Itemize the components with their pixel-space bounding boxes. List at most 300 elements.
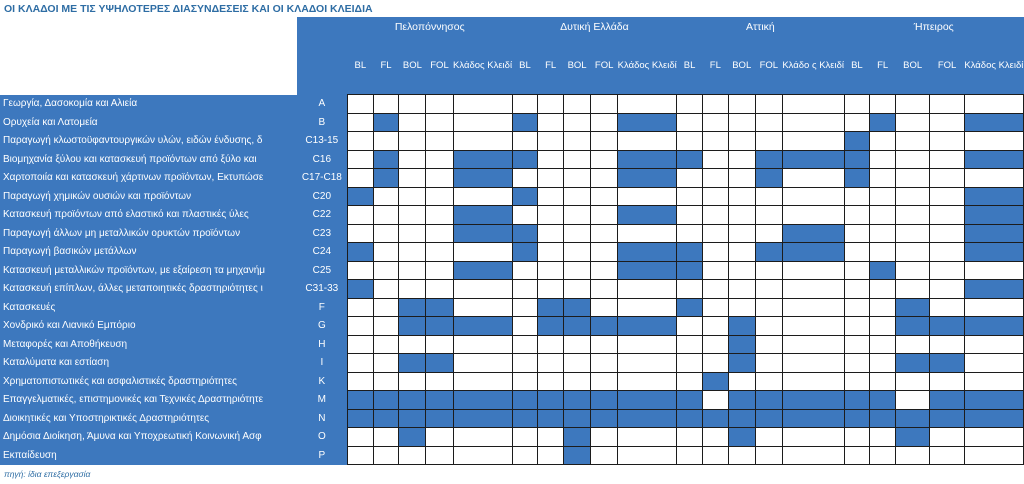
linkage-cell-empty: [426, 150, 453, 169]
linkage-cell-empty: [782, 206, 844, 225]
linkage-cell-empty: [870, 280, 896, 299]
linkage-cell-marked: [964, 317, 1023, 336]
linkages-table: [0, 17, 1024, 465]
linkage-cell-empty: [538, 243, 564, 262]
linkage-cell-empty: [782, 428, 844, 447]
linkage-cell-marked: [844, 409, 870, 428]
sector-code: B: [297, 113, 348, 132]
linkage-cell-marked: [755, 391, 782, 410]
linkage-cell-empty: [512, 317, 538, 336]
linkage-cell-empty: [930, 298, 964, 317]
linkage-cell-empty: [677, 132, 703, 151]
linkage-cell-marked: [930, 409, 964, 428]
linkage-cell-empty: [728, 132, 755, 151]
linkage-cell-empty: [426, 224, 453, 243]
sector-label: Κατασκευή επίπλων, άλλες μεταποιητικές δραστηριότητες ι: [0, 280, 297, 299]
sector-code: K: [297, 372, 348, 391]
table-body: [0, 95, 1024, 465]
sector-label: Εκπαίδευση: [0, 446, 297, 465]
linkage-cell-empty: [870, 428, 896, 447]
linkage-cell-empty: [453, 113, 512, 132]
linkage-cell-marked: [964, 409, 1023, 428]
sector-label: Κατασκευή μεταλλικών προϊόντων, με εξαίρεση τα μηχανήμ: [0, 261, 297, 280]
table-row: [0, 261, 1024, 280]
sector-label: Δημόσια Διοίκηση, Άμυνα και Υποχρεωτική Κοινωνική Ασφ: [0, 428, 297, 447]
linkage-cell-marked: [930, 391, 964, 410]
linkage-cell-marked: [373, 150, 399, 169]
linkage-cell-empty: [703, 113, 729, 132]
linkage-cell-empty: [870, 354, 896, 373]
linkage-cell-empty: [703, 298, 729, 317]
column-header: BOL: [399, 37, 426, 95]
linkage-cell-marked: [618, 150, 677, 169]
sector-label: Χαρτοποιία και κατασκευή χάρτινων προϊόντων, Εκτυπώσε: [0, 169, 297, 188]
linkage-cell-empty: [755, 317, 782, 336]
linkage-cell-empty: [591, 372, 618, 391]
linkage-cell-empty: [930, 428, 964, 447]
linkage-cell-empty: [591, 243, 618, 262]
linkage-cell-empty: [618, 354, 677, 373]
linkage-cell-marked: [782, 243, 844, 262]
sector-code: I: [297, 354, 348, 373]
linkage-cell-empty: [426, 95, 453, 114]
linkage-cell-empty: [930, 446, 964, 465]
table-row: [0, 335, 1024, 354]
linkage-cell-empty: [618, 298, 677, 317]
linkage-cell-marked: [782, 150, 844, 169]
linkage-cell-empty: [399, 169, 426, 188]
linkage-cell-empty: [538, 95, 564, 114]
linkage-cell-empty: [728, 280, 755, 299]
linkage-cell-empty: [347, 446, 373, 465]
linkage-cell-empty: [677, 446, 703, 465]
linkage-cell-marked: [782, 409, 844, 428]
sector-label: Χρηματοπιστωτικές και ασφαλιστικές δραστηριότητες: [0, 372, 297, 391]
linkage-cell-empty: [703, 391, 729, 410]
linkage-cell-empty: [453, 95, 512, 114]
linkage-cell-empty: [564, 150, 591, 169]
linkage-cell-marked: [373, 409, 399, 428]
linkage-cell-marked: [538, 391, 564, 410]
linkage-cell-marked: [564, 391, 591, 410]
linkage-cell-empty: [870, 317, 896, 336]
linkage-cell-marked: [930, 317, 964, 336]
table-header: [0, 17, 1024, 95]
linkage-cell-empty: [930, 113, 964, 132]
linkage-cell-empty: [453, 243, 512, 262]
linkage-cell-empty: [453, 187, 512, 206]
linkage-cell-empty: [755, 428, 782, 447]
linkage-cell-empty: [347, 354, 373, 373]
linkage-cell-empty: [964, 95, 1023, 114]
linkage-cell-empty: [512, 206, 538, 225]
linkage-cell-empty: [870, 206, 896, 225]
linkage-cell-empty: [512, 372, 538, 391]
linkage-cell-empty: [538, 261, 564, 280]
linkage-cell-empty: [755, 372, 782, 391]
linkage-cell-empty: [895, 187, 929, 206]
linkage-cell-marked: [347, 187, 373, 206]
linkage-cell-empty: [964, 169, 1023, 188]
linkage-cell-empty: [453, 354, 512, 373]
linkage-cell-empty: [347, 298, 373, 317]
linkage-cell-marked: [512, 391, 538, 410]
column-header: BL: [512, 37, 538, 95]
linkage-cell-marked: [870, 409, 896, 428]
linkage-cell-empty: [755, 261, 782, 280]
linkage-cell-empty: [870, 132, 896, 151]
linkage-cell-empty: [677, 317, 703, 336]
linkage-cell-empty: [870, 335, 896, 354]
linkage-cell-empty: [399, 132, 426, 151]
linkage-cell-empty: [564, 95, 591, 114]
linkage-cell-empty: [373, 187, 399, 206]
linkage-cell-empty: [373, 354, 399, 373]
linkage-cell-empty: [399, 335, 426, 354]
linkage-cell-empty: [347, 95, 373, 114]
linkage-cell-empty: [677, 187, 703, 206]
linkage-cell-empty: [399, 95, 426, 114]
linkage-cell-empty: [564, 132, 591, 151]
linkage-cell-marked: [453, 317, 512, 336]
linkage-cell-empty: [870, 187, 896, 206]
linkage-cell-empty: [426, 428, 453, 447]
linkage-cell-empty: [538, 224, 564, 243]
linkage-cell-empty: [591, 280, 618, 299]
linkage-cell-empty: [538, 428, 564, 447]
linkage-cell-marked: [728, 335, 755, 354]
linkage-cell-empty: [703, 354, 729, 373]
linkage-cell-empty: [870, 298, 896, 317]
region-header-row: [0, 17, 1024, 37]
linkage-cell-empty: [895, 169, 929, 188]
linkage-cell-marked: [677, 391, 703, 410]
linkage-cell-empty: [564, 280, 591, 299]
linkage-cell-empty: [782, 280, 844, 299]
linkage-cell-empty: [538, 132, 564, 151]
linkage-cell-empty: [512, 428, 538, 447]
linkage-cell-empty: [703, 224, 729, 243]
linkage-cell-marked: [538, 409, 564, 428]
linkage-cell-empty: [703, 261, 729, 280]
linkage-cell-empty: [964, 261, 1023, 280]
linkage-cell-empty: [755, 206, 782, 225]
linkage-cell-empty: [564, 206, 591, 225]
linkage-cell-marked: [728, 354, 755, 373]
region-header: Δυτική Ελλάδα: [512, 17, 677, 37]
linkage-cell-marked: [964, 206, 1023, 225]
linkage-cell-empty: [373, 243, 399, 262]
column-header: FOL: [591, 37, 618, 95]
linkage-cell-empty: [426, 261, 453, 280]
linkage-cell-empty: [677, 224, 703, 243]
linkage-cell-empty: [538, 335, 564, 354]
linkage-cell-marked: [844, 132, 870, 151]
linkage-cell-empty: [591, 261, 618, 280]
linkage-cell-marked: [399, 298, 426, 317]
column-header: FOL: [930, 37, 964, 95]
table-row: [0, 169, 1024, 188]
linkage-cell-empty: [538, 354, 564, 373]
sector-code: C22: [297, 206, 348, 225]
table-row: [0, 150, 1024, 169]
linkage-cell-marked: [347, 280, 373, 299]
linkage-cell-empty: [618, 280, 677, 299]
linkage-cell-empty: [755, 280, 782, 299]
table-title: ΟΙ ΚΛΑΔΟΙ ΜΕ ΤΙΣ ΥΨΗΛΟΤΕΡΕΣ ΔΙΑΣΥΝΔΕΣΕΙΣ ΚΑΙ ΟΙ ΚΛΑΔΟΙ ΚΛΕΙΔΙΑ: [4, 3, 373, 15]
linkage-cell-marked: [618, 113, 677, 132]
linkage-cell-marked: [347, 243, 373, 262]
linkage-cell-empty: [373, 95, 399, 114]
linkage-cell-empty: [399, 261, 426, 280]
linkage-cell-marked: [964, 224, 1023, 243]
linkage-cell-empty: [399, 446, 426, 465]
sector-label: Κατασκευή προϊόντων από ελαστικό και πλαστικές ύλες: [0, 206, 297, 225]
linkage-cell-marked: [782, 391, 844, 410]
linkage-cell-empty: [347, 335, 373, 354]
linkage-cell-marked: [538, 317, 564, 336]
linkage-cell-marked: [677, 150, 703, 169]
linkage-cell-marked: [755, 409, 782, 428]
linkage-cell-empty: [870, 446, 896, 465]
linkage-cell-empty: [538, 206, 564, 225]
linkage-cell-empty: [728, 224, 755, 243]
linkage-cell-empty: [844, 428, 870, 447]
linkage-cell-empty: [677, 113, 703, 132]
linkage-cell-marked: [373, 113, 399, 132]
linkage-cell-empty: [930, 206, 964, 225]
linkage-cell-marked: [373, 391, 399, 410]
linkage-cell-marked: [347, 409, 373, 428]
sector-code: C17-C18: [297, 169, 348, 188]
linkage-cell-empty: [677, 280, 703, 299]
linkage-cell-marked: [895, 298, 929, 317]
linkage-cell-empty: [347, 206, 373, 225]
linkage-cell-empty: [618, 335, 677, 354]
column-header: FOL: [755, 37, 782, 95]
linkage-cell-empty: [895, 113, 929, 132]
linkage-cell-empty: [844, 95, 870, 114]
linkage-cell-empty: [618, 372, 677, 391]
linkage-cell-marked: [453, 261, 512, 280]
linkage-cell-empty: [512, 169, 538, 188]
linkage-cell-empty: [564, 169, 591, 188]
linkage-cell-empty: [512, 132, 538, 151]
linkage-cell-marked: [964, 243, 1023, 262]
linkage-cell-empty: [728, 261, 755, 280]
linkage-cell-empty: [870, 95, 896, 114]
linkage-cell-marked: [964, 150, 1023, 169]
linkage-cell-marked: [564, 428, 591, 447]
sector-label: Μεταφορές και Αποθήκευση: [0, 335, 297, 354]
column-header: FOL: [426, 37, 453, 95]
column-header: BOL: [728, 37, 755, 95]
linkage-cell-empty: [895, 206, 929, 225]
sector-label: Επαγγελματικές, επιστημονικές και Τεχνικές Δραστηριότητε: [0, 391, 297, 410]
column-header: Κλάδος Κλειδί: [453, 37, 512, 95]
linkage-cell-marked: [618, 391, 677, 410]
linkage-cell-empty: [728, 169, 755, 188]
source-note: πηγή: ίδια επεξεργασία: [4, 469, 91, 479]
table-row: [0, 206, 1024, 225]
linkage-cell-empty: [399, 280, 426, 299]
linkage-cell-marked: [512, 224, 538, 243]
table-row: [0, 95, 1024, 114]
linkage-cell-empty: [844, 372, 870, 391]
linkage-cell-marked: [677, 261, 703, 280]
linkage-cell-empty: [538, 280, 564, 299]
linkage-cell-empty: [591, 187, 618, 206]
linkage-cell-marked: [426, 354, 453, 373]
linkage-cell-marked: [964, 391, 1023, 410]
linkage-cell-marked: [870, 391, 896, 410]
linkage-cell-empty: [618, 95, 677, 114]
linkage-cell-empty: [426, 335, 453, 354]
linkage-cell-empty: [677, 335, 703, 354]
linkage-cell-empty: [703, 243, 729, 262]
linkage-cell-empty: [755, 187, 782, 206]
linkage-cell-empty: [512, 95, 538, 114]
linkage-cell-empty: [728, 446, 755, 465]
linkage-cell-empty: [564, 354, 591, 373]
linkage-cell-empty: [618, 132, 677, 151]
column-header: Κλάδο ς Κλειδί: [782, 37, 844, 95]
linkage-cell-marked: [964, 187, 1023, 206]
sector-label: Καταλύματα και εστίαση: [0, 354, 297, 373]
linkage-cell-marked: [618, 169, 677, 188]
linkage-cell-marked: [703, 409, 729, 428]
linkage-cell-empty: [564, 113, 591, 132]
table-row: [0, 243, 1024, 262]
linkage-cell-empty: [373, 446, 399, 465]
linkage-cell-empty: [930, 243, 964, 262]
linkage-cell-empty: [426, 446, 453, 465]
linkage-cell-empty: [782, 298, 844, 317]
linkage-cell-marked: [895, 317, 929, 336]
linkage-cell-empty: [703, 95, 729, 114]
linkage-cell-empty: [964, 298, 1023, 317]
column-header: BL: [677, 37, 703, 95]
linkage-cell-empty: [618, 224, 677, 243]
column-header: FL: [870, 37, 896, 95]
linkage-cell-marked: [426, 391, 453, 410]
linkage-cell-marked: [591, 391, 618, 410]
linkage-cell-empty: [373, 280, 399, 299]
linkage-cell-empty: [782, 335, 844, 354]
linkage-cell-empty: [373, 335, 399, 354]
linkage-cell-marked: [347, 391, 373, 410]
linkage-cell-empty: [426, 169, 453, 188]
linkage-cell-empty: [399, 372, 426, 391]
linkage-cell-empty: [782, 354, 844, 373]
linkage-cell-empty: [538, 150, 564, 169]
linkage-cell-empty: [930, 169, 964, 188]
table-row: [0, 409, 1024, 428]
linkage-cell-marked: [728, 409, 755, 428]
linkage-cell-empty: [844, 298, 870, 317]
linkage-cell-empty: [591, 298, 618, 317]
linkage-cell-empty: [347, 132, 373, 151]
linkage-cell-empty: [755, 95, 782, 114]
sector-label: Χονδρικό και Λιανικό Εμπόριο: [0, 317, 297, 336]
linkage-cell-empty: [728, 95, 755, 114]
linkage-cell-empty: [844, 261, 870, 280]
linkage-cell-empty: [782, 169, 844, 188]
linkage-cell-empty: [755, 113, 782, 132]
sector-label: Παραγωγή άλλων μη μεταλλικών ορυκτών προϊόντων: [0, 224, 297, 243]
linkage-cell-empty: [755, 446, 782, 465]
region-header: Ήπειρος: [844, 17, 1023, 37]
linkage-cell-marked: [844, 169, 870, 188]
linkage-cell-empty: [512, 354, 538, 373]
linkage-cell-empty: [591, 169, 618, 188]
linkage-cell-empty: [895, 243, 929, 262]
linkage-cell-empty: [895, 95, 929, 114]
linkage-cell-empty: [870, 224, 896, 243]
linkage-cell-empty: [591, 224, 618, 243]
linkage-cell-empty: [347, 372, 373, 391]
linkage-cell-empty: [964, 372, 1023, 391]
linkage-cell-marked: [426, 298, 453, 317]
linkage-cell-marked: [591, 317, 618, 336]
linkage-cell-empty: [538, 372, 564, 391]
linkage-cell-empty: [399, 243, 426, 262]
linkage-cell-empty: [755, 224, 782, 243]
linkage-cell-marked: [703, 372, 729, 391]
table-row: [0, 317, 1024, 336]
linkage-cell-marked: [728, 428, 755, 447]
linkage-cell-empty: [930, 280, 964, 299]
linkage-cell-empty: [844, 243, 870, 262]
linkage-cell-marked: [373, 169, 399, 188]
linkage-cell-marked: [618, 261, 677, 280]
linkage-cell-marked: [564, 409, 591, 428]
linkage-cell-empty: [728, 206, 755, 225]
linkage-cell-marked: [512, 187, 538, 206]
linkage-cell-empty: [564, 224, 591, 243]
linkage-cell-empty: [677, 354, 703, 373]
linkage-cell-empty: [347, 169, 373, 188]
sector-code: C24: [297, 243, 348, 262]
linkage-cell-marked: [895, 409, 929, 428]
linkage-cell-empty: [964, 354, 1023, 373]
linkage-cell-empty: [564, 335, 591, 354]
linkage-cell-empty: [964, 132, 1023, 151]
column-header: FL: [373, 37, 399, 95]
linkage-cell-empty: [538, 446, 564, 465]
linkage-cell-empty: [703, 335, 729, 354]
column-header: FL: [538, 37, 564, 95]
linkage-cell-empty: [930, 261, 964, 280]
linkage-cell-empty: [677, 372, 703, 391]
linkage-cell-empty: [373, 224, 399, 243]
linkage-cell-empty: [591, 113, 618, 132]
linkage-cell-empty: [964, 446, 1023, 465]
code-header: [297, 17, 348, 37]
linkage-cell-empty: [373, 372, 399, 391]
linkage-cell-empty: [426, 206, 453, 225]
linkage-cell-marked: [512, 409, 538, 428]
linkage-cell-empty: [426, 187, 453, 206]
linkage-cell-marked: [512, 150, 538, 169]
linkage-cell-empty: [844, 280, 870, 299]
linkage-cell-marked: [895, 428, 929, 447]
linkage-cell-empty: [930, 150, 964, 169]
linkage-cell-empty: [755, 354, 782, 373]
linkage-cell-empty: [564, 187, 591, 206]
linkage-cell-marked: [964, 280, 1023, 299]
linkage-cell-empty: [591, 150, 618, 169]
